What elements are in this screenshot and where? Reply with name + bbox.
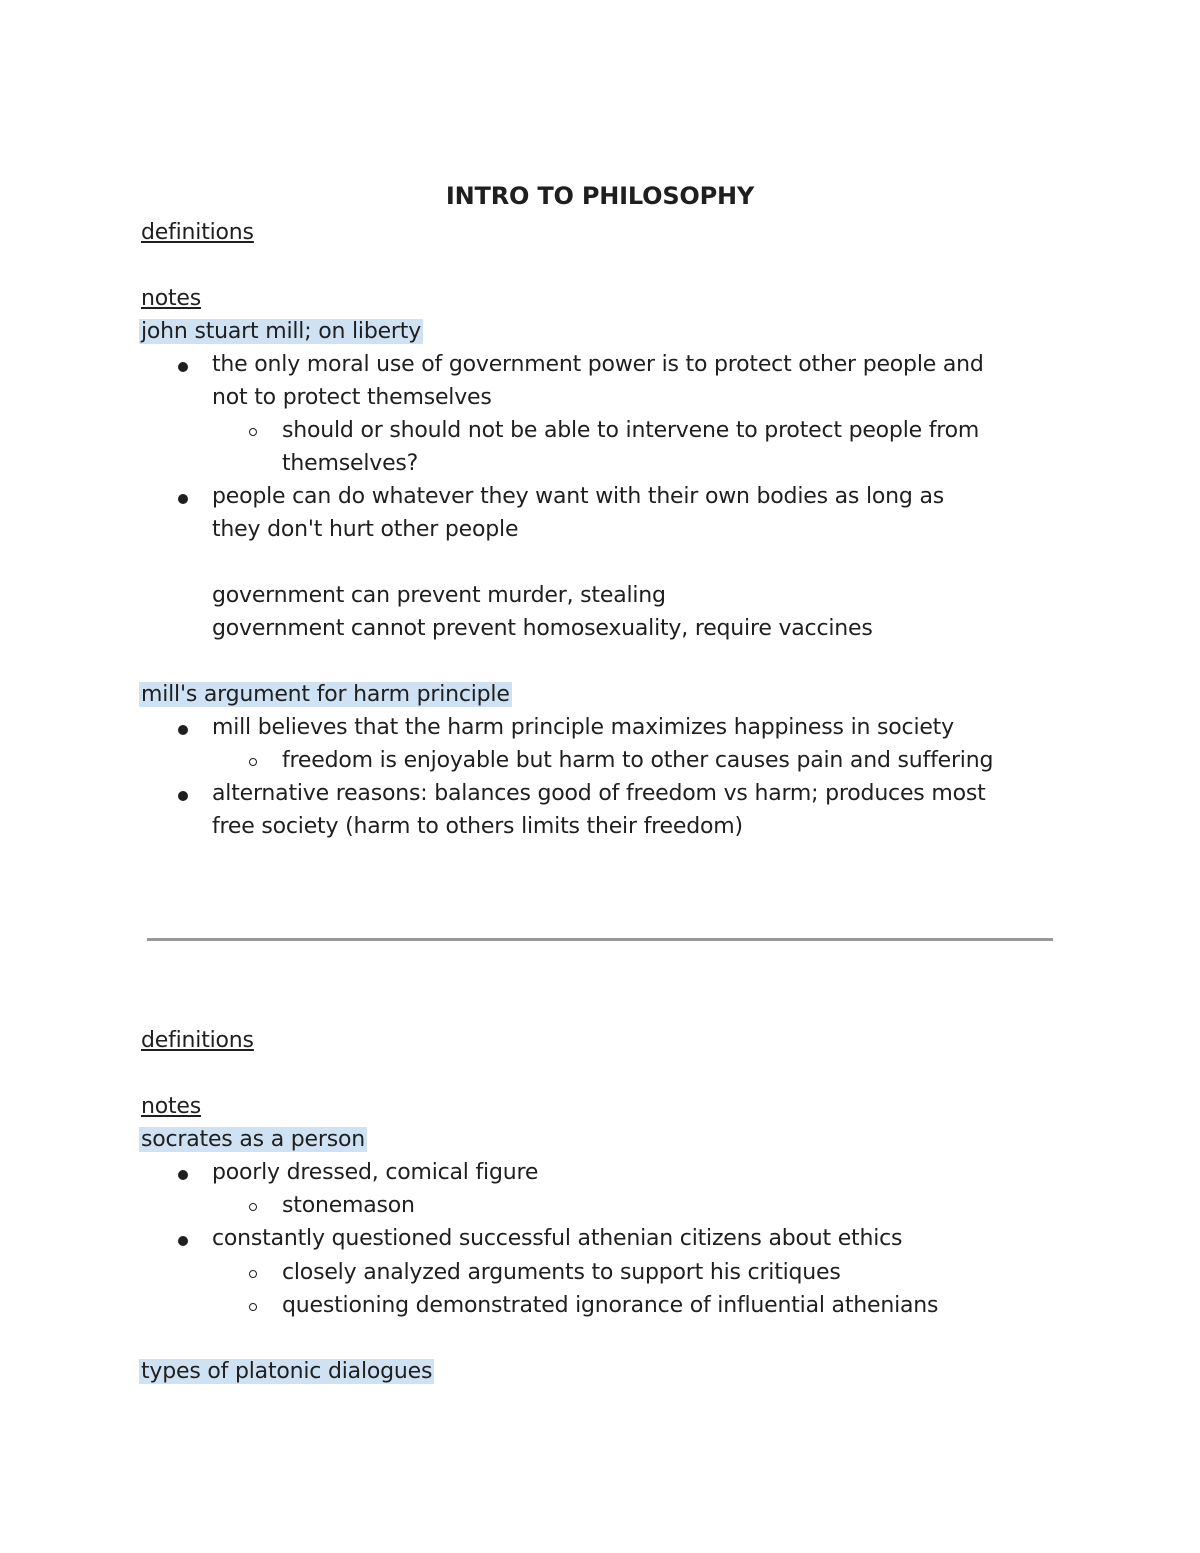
sub-list-item: questioning demonstrated ignorance of influential athenians (282, 1293, 939, 1318)
bullet-icon (178, 494, 188, 504)
list-item: poorly dressed, comical figure (212, 1160, 539, 1185)
list-item: mill believes that the harm principle maximizes happiness in society (212, 715, 954, 740)
hollow-bullet-icon (249, 1203, 257, 1211)
sub-list-item: stonemason (282, 1193, 415, 1218)
horizontal-divider (147, 938, 1053, 941)
bullet-icon (178, 1170, 188, 1180)
bullet-icon (178, 362, 188, 372)
list-item: people can do whatever they want with their own bodies as long as (212, 484, 944, 509)
document-title: INTRO TO PHILOSOPHY (445, 182, 755, 210)
topic-heading-socrates (141, 1123, 367, 1156)
sub-list-item: freedom is enjoyable but harm to other causes pain and suffering (282, 748, 994, 773)
highlighted-topic: john stuart mill; on liberty (141, 319, 422, 344)
list-item: the only moral use of government power is to protect other people and (212, 352, 984, 377)
paragraph-line: government can prevent murder, stealing (212, 583, 666, 608)
list-item-continuation: not to protect themselves (212, 385, 492, 410)
sub-list-item: closely analyzed arguments to support his critiques (282, 1260, 841, 1285)
list-item: constantly questioned successful athenian citizens about ethics (212, 1226, 903, 1251)
list-item-continuation: free society (harm to others limits their freedom) (212, 814, 743, 839)
topic-heading-mill (141, 315, 423, 348)
bullet-icon (178, 725, 188, 735)
bullet-icon (178, 791, 188, 801)
highlighted-topic: mill's argument for harm principle (141, 682, 510, 707)
hollow-bullet-icon (249, 758, 257, 766)
highlighted-topic: socrates as a person (141, 1127, 365, 1152)
sub-list-item-continuation: themselves? (282, 451, 419, 476)
hollow-bullet-icon (249, 1303, 257, 1311)
hollow-bullet-icon (249, 1270, 257, 1278)
definitions-heading: definitions (141, 220, 254, 245)
highlighted-topic: types of platonic dialogues (141, 1359, 433, 1384)
definitions-heading: definitions (141, 1028, 254, 1053)
topic-heading-platonic-dialogues (141, 1355, 434, 1388)
sub-list-item: should or should not be able to intervene to protect people from (282, 418, 980, 443)
notes-heading: notes (141, 286, 202, 311)
topic-heading-harm-principle (141, 678, 512, 711)
notes-heading: notes (141, 1094, 202, 1119)
list-item: alternative reasons: balances good of freedom vs harm; produces most (212, 781, 986, 806)
paragraph-line: government cannot prevent homosexuality, require vaccines (212, 616, 873, 641)
list-item-continuation: they don't hurt other people (212, 517, 519, 542)
bullet-icon (178, 1236, 188, 1246)
hollow-bullet-icon (249, 428, 257, 436)
